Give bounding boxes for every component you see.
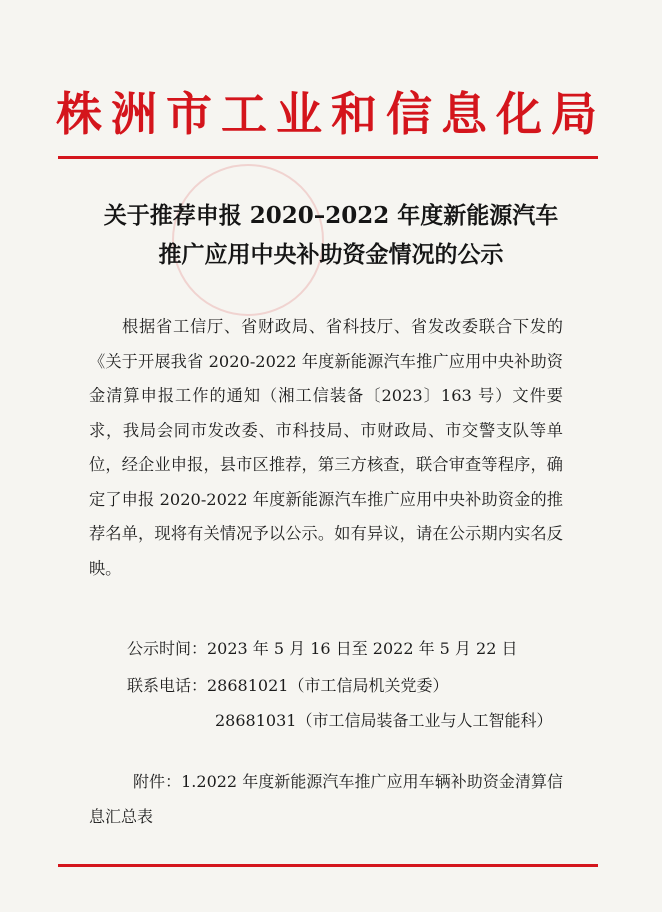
notice-title-line-1: 关于推荐申报 2020–2022 年度新能源汽车 (103, 202, 559, 229)
footer-red-rule (58, 864, 598, 867)
notice-body-paragraph: 根据省工信厅、省财政局、省科技厅、省发改委联合下发的《关于开展我省 2020-2022 年度新能源汽车推广应用中央补助资金清算申报工作的通知（湘工信装备〔2023〕163 号）文件要求，我局会同市发改委、市科技局、市财政局、市交警支队等单位，经企业申报，县市区推荐，第三方核查，联合审查等程序，确定了申报 2020-2022 年度新能源汽车推广应用中央补助资金的推荐名单，现将有关情况予以公示。如有异议，请在公示期内实名反映。 (89, 317, 563, 578)
header-red-rule (58, 156, 598, 159)
attachment-note: 附件：1.2022 年度新能源汽车推广应用车辆补助资金清算信息汇总表 (89, 772, 563, 826)
contact-phone-2: 28681031（市工信局装备工业与人工智能科） (215, 711, 553, 730)
publicity-time: 公示时间：2023 年 5 月 16 日至 2022 年 5 月 22 日 (127, 639, 518, 658)
notice-title-line-2: 推广应用中央补助资金情况的公示 (158, 241, 504, 268)
issuer-header: 株洲市工业和信息化局 (56, 87, 606, 141)
contact-phone-1: 联系电话：28681021（市工信局机关党委） (127, 676, 449, 695)
